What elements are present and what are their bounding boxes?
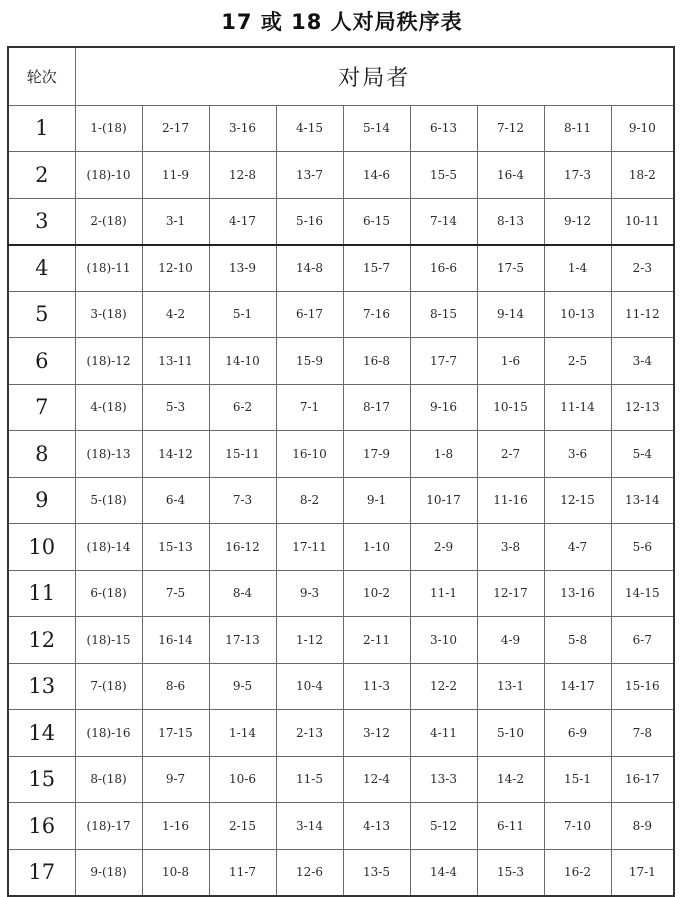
pairing-cell: (18)-10 [75,152,142,199]
pairing-cell: 7-16 [343,291,410,338]
header-row [8,47,674,105]
pairing-cell: 7-8 [611,710,674,757]
pairing-cell: 8-4 [209,570,276,617]
pairing-cell: 5-(18) [75,477,142,524]
pairing-cell: 11-1 [410,570,477,617]
pairing-cell: 1-8 [410,431,477,478]
table-row [8,849,674,896]
round-number: 10 [8,524,75,571]
pairing-cell: 5-12 [410,803,477,850]
round-number: 9 [8,477,75,524]
pairing-cell: 14-12 [142,431,209,478]
pairing-cell: 7-14 [410,198,477,245]
table-row [8,477,674,524]
pairing-cell: 6-11 [477,803,544,850]
pairing-cell: 9-1 [343,477,410,524]
pairing-cell: 6-2 [209,384,276,431]
round-number: 2 [8,152,75,199]
pairing-cell: 12-2 [410,663,477,710]
pairing-cell: 9-3 [276,570,343,617]
pairing-cell: 1-(18) [75,105,142,152]
pairing-cell: 3-6 [544,431,611,478]
pairing-cell: 7-10 [544,803,611,850]
pairing-cell: (18)-16 [75,710,142,757]
pairing-cell: 17-5 [477,245,544,292]
pairing-cell: 12-15 [544,477,611,524]
pairing-cell: 6-(18) [75,570,142,617]
table-row [8,198,674,245]
round-number: 4 [8,245,75,292]
pairing-cell: 8-6 [142,663,209,710]
pairing-cell: 4-9 [477,617,544,664]
pairing-cell: 17-7 [410,338,477,385]
pairing-cell: 4-11 [410,710,477,757]
pairing-cell: 2-5 [544,338,611,385]
pairing-cell: 10-17 [410,477,477,524]
pairing-cell: 14-2 [477,756,544,803]
pairing-cell: 8-17 [343,384,410,431]
pairing-cell: 8-(18) [75,756,142,803]
table-row [8,756,674,803]
pairing-cell: 7-5 [142,570,209,617]
table-row [8,338,674,385]
schedule-table [7,46,675,897]
round-number: 5 [8,291,75,338]
pairing-cell: 4-7 [544,524,611,571]
pairing-cell: 18-2 [611,152,674,199]
pairing-cell: 4-2 [142,291,209,338]
pairing-cell: 6-15 [343,198,410,245]
pairing-cell: 16-17 [611,756,674,803]
pairing-cell: 5-4 [611,431,674,478]
pairing-cell: 8-15 [410,291,477,338]
pairing-cell: 15-16 [611,663,674,710]
pairing-cell: 2-13 [276,710,343,757]
pairing-cell: 13-9 [209,245,276,292]
pairing-cell: 1-10 [343,524,410,571]
round-number: 6 [8,338,75,385]
pairing-cell: 3-10 [410,617,477,664]
round-number: 13 [8,663,75,710]
pairing-cell: 1-6 [477,338,544,385]
pairing-cell: 13-11 [142,338,209,385]
pairing-cell: 2-9 [410,524,477,571]
pairing-cell: 6-9 [544,710,611,757]
pairing-cell: 11-7 [209,849,276,896]
pairing-cell: 9-(18) [75,849,142,896]
pairing-cell: 14-8 [276,245,343,292]
pairing-cell: 12-17 [477,570,544,617]
pairing-cell: 9-16 [410,384,477,431]
page-title: 17 或 18 人对局秩序表 [221,10,463,34]
pairing-cell: 17-11 [276,524,343,571]
pairing-cell: 2-11 [343,617,410,664]
pairing-cell: (18)-13 [75,431,142,478]
round-number: 7 [8,384,75,431]
round-number: 1 [8,105,75,152]
pairing-cell: 8-9 [611,803,674,850]
pairing-cell: 7-1 [276,384,343,431]
pairing-cell: 11-12 [611,291,674,338]
pairing-cell: 7-(18) [75,663,142,710]
table-row [8,431,674,478]
pairing-cell: 13-7 [276,152,343,199]
table-row [8,524,674,571]
pairing-cell: 3-16 [209,105,276,152]
pairing-cell: 8-13 [477,198,544,245]
pairing-cell: 11-16 [477,477,544,524]
table-row [8,291,674,338]
table-row [8,384,674,431]
table-row [8,245,674,292]
pairing-cell: 2-(18) [75,198,142,245]
pairing-cell: 9-14 [477,291,544,338]
pairing-cell: 15-1 [544,756,611,803]
table-row [8,617,674,664]
pairing-cell: 2-7 [477,431,544,478]
round-number: 17 [8,849,75,896]
pairing-cell: 11-5 [276,756,343,803]
pairing-cell: 15-3 [477,849,544,896]
pairing-cell: 12-6 [276,849,343,896]
pairing-cell: 10-2 [343,570,410,617]
pairing-cell: 2-17 [142,105,209,152]
pairing-cell: 15-7 [343,245,410,292]
pairing-cell: 15-11 [209,431,276,478]
pairing-cell: 9-12 [544,198,611,245]
pairing-cell: 15-5 [410,152,477,199]
pairing-cell: 5-1 [209,291,276,338]
pairing-cell: 16-2 [544,849,611,896]
pairing-cell: 14-17 [544,663,611,710]
pairing-cell: 17-1 [611,849,674,896]
pairing-cell: 10-15 [477,384,544,431]
pairing-cell: 17-13 [209,617,276,664]
pairing-cell: 4-17 [209,198,276,245]
pairing-cell: 16-4 [477,152,544,199]
pairing-cell: 13-5 [343,849,410,896]
pairing-cell: 10-6 [209,756,276,803]
pairing-cell: 9-5 [209,663,276,710]
pairing-cell: 13-16 [544,570,611,617]
table-row [8,105,674,152]
pairing-cell: 10-4 [276,663,343,710]
table-row [8,803,674,850]
pairing-cell: 11-3 [343,663,410,710]
pairing-cell: 2-3 [611,245,674,292]
pairing-cell: (18)-12 [75,338,142,385]
pairing-cell: 3-14 [276,803,343,850]
pairing-cell: 14-15 [611,570,674,617]
pairing-cell: 10-13 [544,291,611,338]
pairing-cell: 12-13 [611,384,674,431]
pairing-cell: 13-3 [410,756,477,803]
pairing-cell: (18)-11 [75,245,142,292]
pairing-cell: 10-8 [142,849,209,896]
table-row [8,710,674,757]
table-row [8,152,674,199]
schedule-body [8,105,674,896]
pairing-cell: 14-4 [410,849,477,896]
pairing-cell: 3-1 [142,198,209,245]
pairing-cell: (18)-17 [75,803,142,850]
pairing-cell: 11-9 [142,152,209,199]
pairing-cell: 13-1 [477,663,544,710]
pairing-cell: 10-11 [611,198,674,245]
pairing-cell: 12-8 [209,152,276,199]
table-row [8,663,674,710]
pairing-cell: 5-8 [544,617,611,664]
pairing-cell: 12-4 [343,756,410,803]
pairing-cell: 16-10 [276,431,343,478]
pairing-cell: 9-7 [142,756,209,803]
pairing-cell: 9-10 [611,105,674,152]
pairing-cell: 15-9 [276,338,343,385]
round-number: 15 [8,756,75,803]
pairing-cell: 14-10 [209,338,276,385]
round-number: 3 [8,198,75,245]
pairing-cell: 17-15 [142,710,209,757]
pairing-cell: 4-13 [343,803,410,850]
round-number: 11 [8,570,75,617]
pairing-cell: 5-6 [611,524,674,571]
round-column-header: 轮次 [8,47,75,105]
players-column-header: 对局者 [75,47,674,105]
round-number: 8 [8,431,75,478]
pairing-cell: 14-6 [343,152,410,199]
pairing-cell: 17-3 [544,152,611,199]
pairing-cell: 4-15 [276,105,343,152]
pairing-cell: 8-11 [544,105,611,152]
round-number: 16 [8,803,75,850]
round-number: 14 [8,710,75,757]
pairing-cell: 1-16 [142,803,209,850]
pairing-cell: 1-12 [276,617,343,664]
pairing-cell: 16-12 [209,524,276,571]
pairing-cell: 5-10 [477,710,544,757]
pairing-cell: 8-2 [276,477,343,524]
pairing-cell: 13-14 [611,477,674,524]
pairing-cell: 6-7 [611,617,674,664]
pairing-cell: 3-(18) [75,291,142,338]
pairing-cell: 16-8 [343,338,410,385]
pairing-cell: 16-6 [410,245,477,292]
pairing-cell: 11-14 [544,384,611,431]
table-row [8,570,674,617]
pairing-cell: 12-10 [142,245,209,292]
pairing-cell: 5-3 [142,384,209,431]
pairing-cell: 3-8 [477,524,544,571]
pairing-cell: 6-17 [276,291,343,338]
pairing-cell: 7-3 [209,477,276,524]
pairing-cell: 15-13 [142,524,209,571]
pairing-cell: 6-13 [410,105,477,152]
pairing-cell: (18)-14 [75,524,142,571]
pairing-cell: 17-9 [343,431,410,478]
pairing-cell: 1-14 [209,710,276,757]
pairing-cell: 7-12 [477,105,544,152]
pairing-cell: 1-4 [544,245,611,292]
pairing-cell: 5-16 [276,198,343,245]
pairing-cell: 16-14 [142,617,209,664]
pairing-cell: (18)-15 [75,617,142,664]
pairing-cell: 5-14 [343,105,410,152]
pairing-cell: 4-(18) [75,384,142,431]
pairing-cell: 6-4 [142,477,209,524]
round-number: 12 [8,617,75,664]
pairing-cell: 3-12 [343,710,410,757]
pairing-cell: 2-15 [209,803,276,850]
pairing-cell: 3-4 [611,338,674,385]
